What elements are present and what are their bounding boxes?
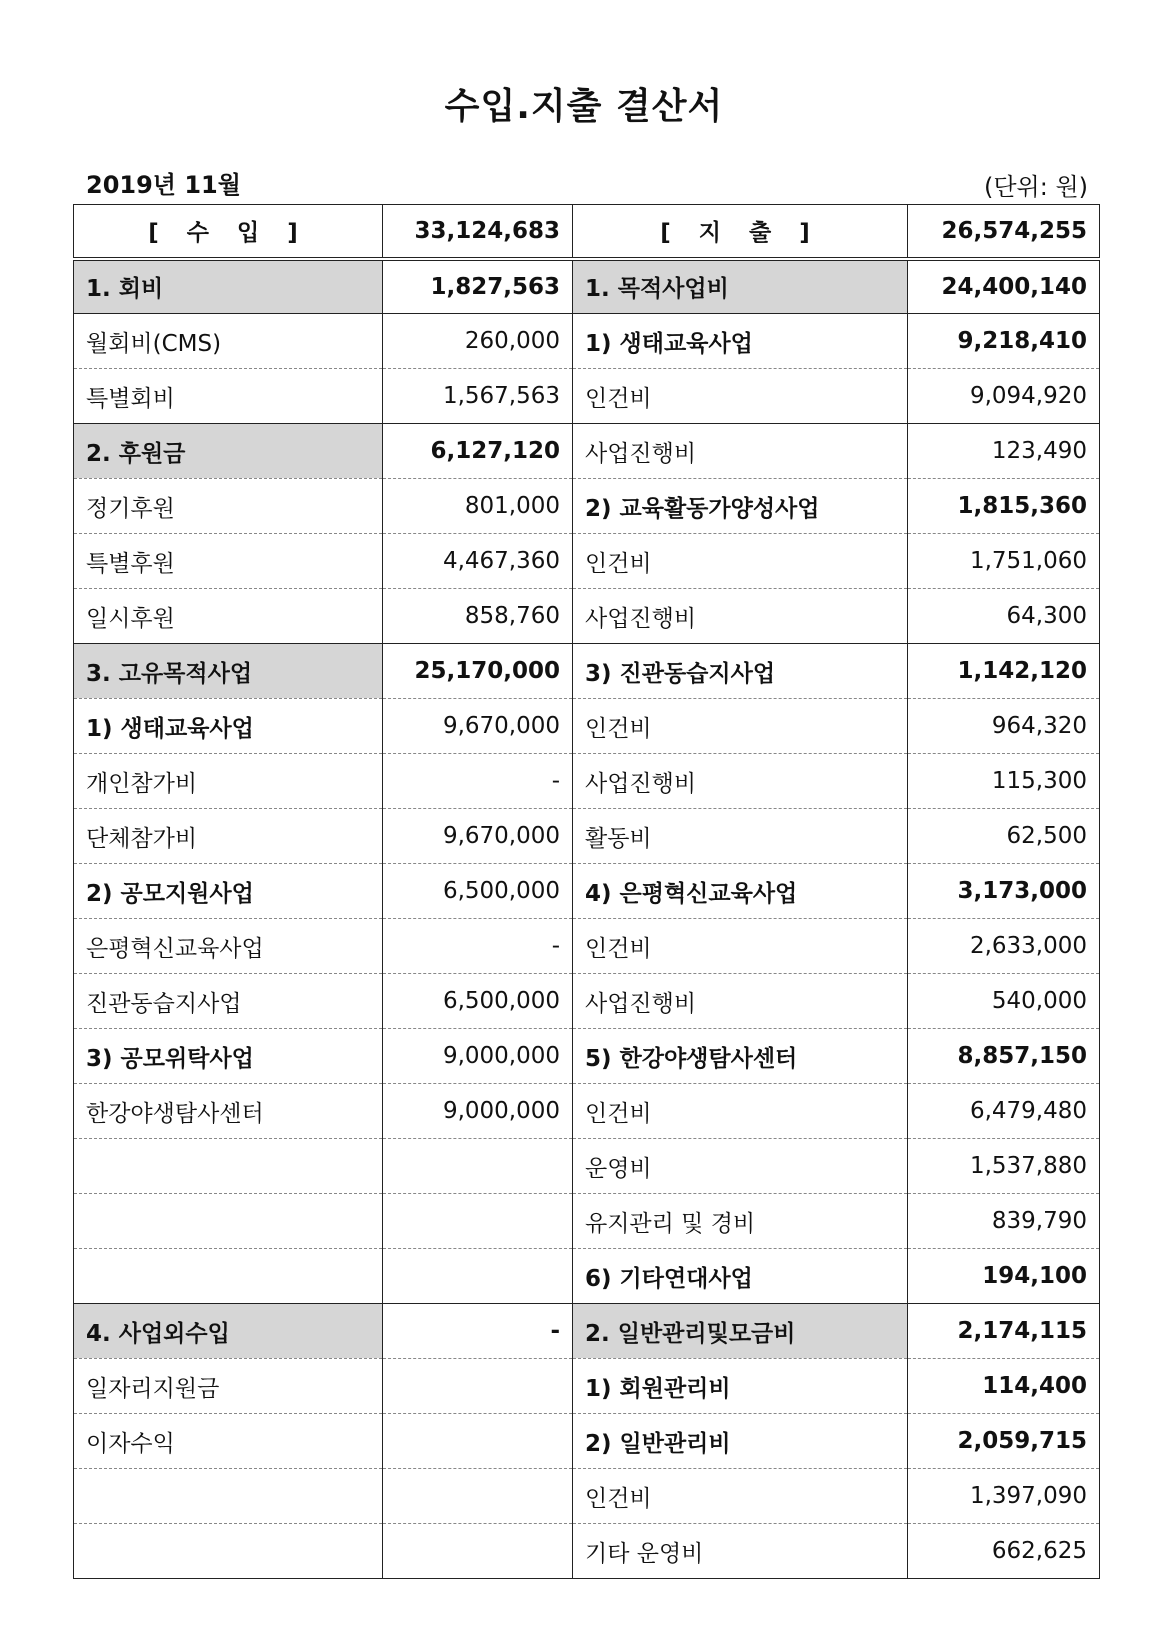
expense-amount: 9,218,410 (908, 314, 1100, 369)
expense-amount: 964,320 (908, 699, 1100, 754)
income-category: 2. 후원금 (74, 424, 383, 479)
table-row (74, 1524, 1100, 1579)
income-amount: - (383, 754, 573, 809)
table-row (74, 479, 1100, 534)
income-category: 1. 회비 (74, 259, 383, 314)
income-category: 3. 고유목적사업 (74, 644, 383, 699)
table-row (74, 974, 1100, 1029)
expense-amount: 194,100 (908, 1249, 1100, 1304)
table-row (74, 1029, 1100, 1084)
expense-amount: 3,173,000 (908, 864, 1100, 919)
table-row (74, 754, 1100, 809)
expense-item: 유지관리 및 경비 (573, 1194, 908, 1249)
income-amount: - (383, 919, 573, 974)
income-item (74, 1524, 383, 1579)
expense-item: 사업진행비 (573, 589, 908, 644)
expense-total: 26,574,255 (908, 205, 1100, 259)
table-row (74, 809, 1100, 864)
expense-item: 인건비 (573, 369, 908, 424)
document-title: 수입.지출 결산서 (444, 86, 724, 127)
income-amount: 260,000 (383, 314, 573, 369)
income-subcategory: 1) 생태교육사업 (74, 699, 383, 754)
expense-amount: 1,537,880 (908, 1139, 1100, 1194)
table-row (74, 864, 1100, 919)
expense-item: 사업진행비 (573, 754, 908, 809)
income-amount: 6,127,120 (383, 424, 573, 479)
expense-amount: 114,400 (908, 1359, 1100, 1414)
table-header-row (74, 205, 1100, 259)
expense-subcategory: 2) 교육활동가양성사업 (573, 479, 908, 534)
expense-amount: 839,790 (908, 1194, 1100, 1249)
income-amount: 25,170,000 (383, 644, 573, 699)
income-item: 월회비(CMS) (74, 314, 383, 369)
expense-subcategory: 1) 회원관리비 (573, 1359, 908, 1414)
expense-amount: 123,490 (908, 424, 1100, 479)
table-row (74, 259, 1100, 314)
income-item: 특별회비 (74, 369, 383, 424)
expense-item: 인건비 (573, 699, 908, 754)
income-subcategory: 3) 공모위탁사업 (74, 1029, 383, 1084)
income-header: [ 수 입 ] (74, 205, 383, 259)
expense-amount: 2,059,715 (908, 1414, 1100, 1469)
expense-amount: 1,397,090 (908, 1469, 1100, 1524)
expense-amount: 662,625 (908, 1524, 1100, 1579)
income-amount: 9,000,000 (383, 1084, 573, 1139)
income-total: 33,124,683 (383, 205, 573, 259)
income-item: 단체참가비 (74, 809, 383, 864)
income-item: 은평혁신교육사업 (74, 919, 383, 974)
expense-amount: 6,479,480 (908, 1084, 1100, 1139)
income-item: 일자리지원금 (74, 1359, 383, 1414)
income-item: 이자수익 (74, 1414, 383, 1469)
expense-amount: 540,000 (908, 974, 1100, 1029)
expense-amount: 2,174,115 (908, 1304, 1100, 1359)
income-amount: - (383, 1304, 573, 1359)
income-amount: 1,827,563 (383, 259, 573, 314)
expense-amount: 2,633,000 (908, 919, 1100, 974)
income-item (74, 1139, 383, 1194)
expense-subcategory: 5) 한강야생탐사센터 (573, 1029, 908, 1084)
income-item (74, 1194, 383, 1249)
expense-item: 사업진행비 (573, 974, 908, 1029)
table-row (74, 1359, 1100, 1414)
expense-item: 인건비 (573, 919, 908, 974)
income-amount: 9,670,000 (383, 699, 573, 754)
expense-subcategory: 4) 은평혁신교육사업 (573, 864, 908, 919)
income-amount (383, 1194, 573, 1249)
expense-subcategory: 3) 진관동습지사업 (573, 644, 908, 699)
expense-item: 인건비 (573, 534, 908, 589)
income-amount: 1,567,563 (383, 369, 573, 424)
expense-amount: 62,500 (908, 809, 1100, 864)
expense-amount: 8,857,150 (908, 1029, 1100, 1084)
table-row (74, 1414, 1100, 1469)
income-amount (383, 1249, 573, 1304)
report-date: 2019년 11월 (86, 171, 241, 199)
table-row (74, 1304, 1100, 1359)
table-row (74, 534, 1100, 589)
expense-amount: 115,300 (908, 754, 1100, 809)
income-amount: 9,670,000 (383, 809, 573, 864)
table-row (74, 369, 1100, 424)
expense-amount: 1,751,060 (908, 534, 1100, 589)
income-amount (383, 1139, 573, 1194)
income-item: 진관동습지사업 (74, 974, 383, 1029)
table-row (74, 699, 1100, 754)
table-row (74, 314, 1100, 369)
table-row (74, 1194, 1100, 1249)
income-amount: 858,760 (383, 589, 573, 644)
income-amount (383, 1359, 573, 1414)
income-amount: 6,500,000 (383, 974, 573, 1029)
income-amount: 801,000 (383, 479, 573, 534)
expense-item: 사업진행비 (573, 424, 908, 479)
expense-item: 기타 운영비 (573, 1524, 908, 1579)
expense-subcategory: 2) 일반관리비 (573, 1414, 908, 1469)
expense-category: 2. 일반관리및모금비 (573, 1304, 908, 1359)
expense-subcategory: 6) 기타연대사업 (573, 1249, 908, 1304)
table-row (74, 1084, 1100, 1139)
expense-header: [ 지 출 ] (573, 205, 908, 259)
table-row (74, 1249, 1100, 1304)
income-amount: 4,467,360 (383, 534, 573, 589)
table-row (74, 589, 1100, 644)
expense-amount: 64,300 (908, 589, 1100, 644)
expense-amount: 1,142,120 (908, 644, 1100, 699)
expense-item: 운영비 (573, 1139, 908, 1194)
income-item: 개인참가비 (74, 754, 383, 809)
income-amount (383, 1414, 573, 1469)
expense-item: 인건비 (573, 1084, 908, 1139)
income-subcategory: 2) 공모지원사업 (74, 864, 383, 919)
income-item: 한강야생탐사센터 (74, 1084, 383, 1139)
income-amount (383, 1469, 573, 1524)
income-item: 일시후원 (74, 589, 383, 644)
table-row (74, 919, 1100, 974)
income-amount: 6,500,000 (383, 864, 573, 919)
table-row (74, 424, 1100, 479)
income-amount (383, 1524, 573, 1579)
table-row (74, 644, 1100, 699)
expense-item: 인건비 (573, 1469, 908, 1524)
expense-item: 활동비 (573, 809, 908, 864)
currency-unit: (단위: 원) (984, 173, 1088, 201)
income-item (74, 1469, 383, 1524)
table-row (74, 1139, 1100, 1194)
expense-amount: 1,815,360 (908, 479, 1100, 534)
income-amount: 9,000,000 (383, 1029, 573, 1084)
income-item (74, 1249, 383, 1304)
income-expense-table (73, 204, 1100, 1579)
expense-category: 1. 목적사업비 (573, 259, 908, 314)
income-item: 정기후원 (74, 479, 383, 534)
income-item: 특별후원 (74, 534, 383, 589)
expense-amount: 24,400,140 (908, 259, 1100, 314)
table-row (74, 1469, 1100, 1524)
expense-subcategory: 1) 생태교육사업 (573, 314, 908, 369)
income-category: 4. 사업외수입 (74, 1304, 383, 1359)
expense-amount: 9,094,920 (908, 369, 1100, 424)
